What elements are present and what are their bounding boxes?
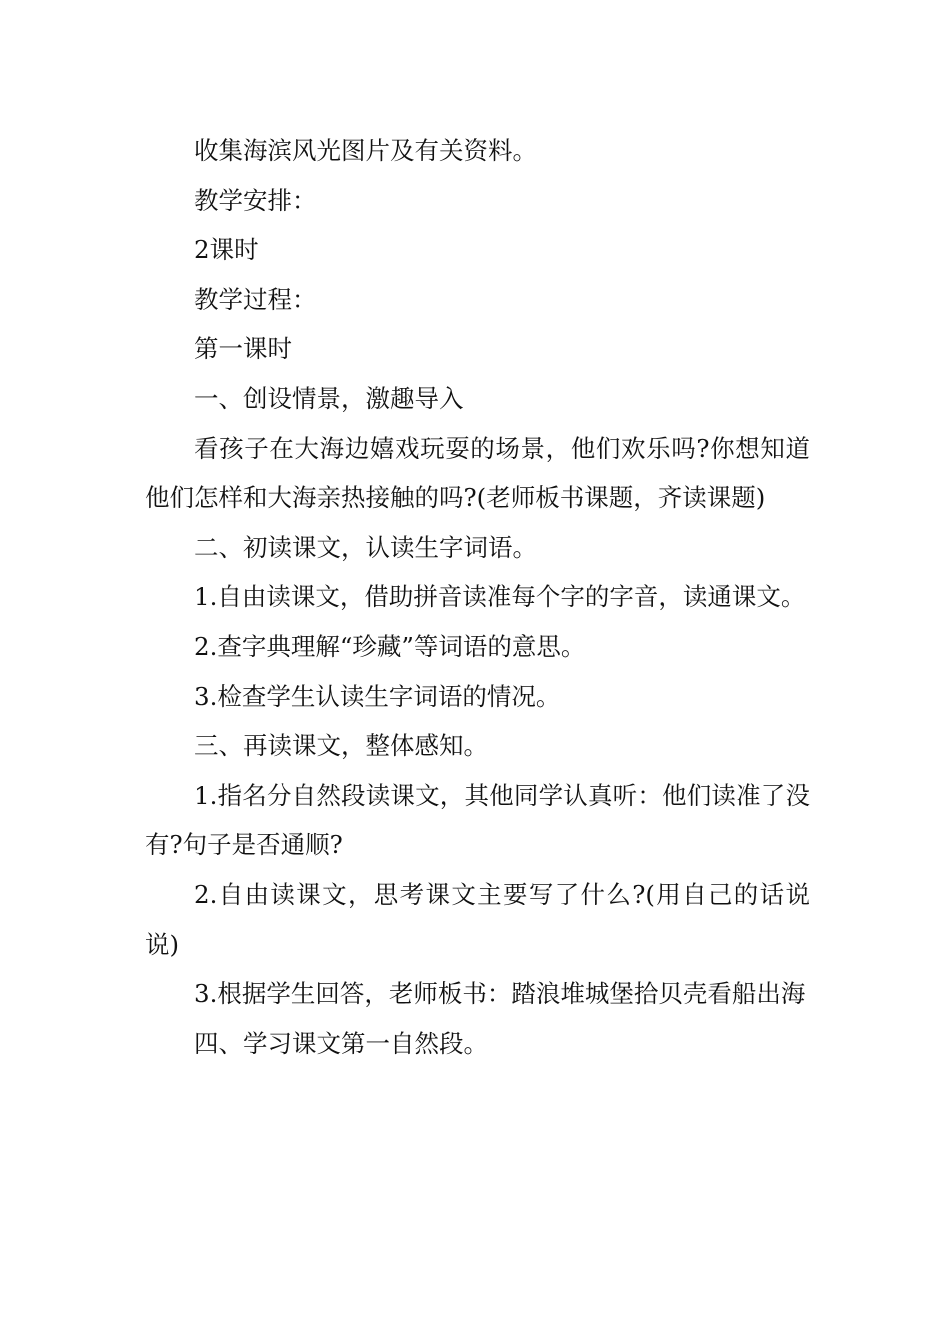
list-item: 3.检查学生认读生字词语的情况。 [194, 681, 561, 711]
section-heading: 一、创设情景，激趣导入 [194, 383, 464, 413]
list-item: 2.自由读课文，思考课文主要写了什么?(用自己的话说说) [145, 879, 810, 959]
section-heading: 二、初读课文，认读生字词语。 [194, 532, 537, 562]
list-item: 3.根据学生回答，老师板书：踏浪堆城堡拾贝壳看船出海 [194, 979, 806, 1009]
list-item: 2.查字典理解“珍藏”等词语的意思。 [194, 631, 586, 661]
paragraph: 第一课时 [194, 334, 292, 364]
paragraph: 教学过程： [194, 284, 317, 314]
paragraph: 教学安排： [194, 185, 317, 215]
paragraph: 收集海滨风光图片及有关资料。 [194, 136, 537, 165]
document-body [145, 126, 810, 1068]
list-item: 1.自由读课文，借助拼音读准每个字的字音，读通课文。 [194, 582, 806, 612]
paragraph: 看孩子在大海边嬉戏玩耍的场景，他们欢乐吗?你想知道他们怎样和大海亲热接触的吗?(老师板书课题，齐读课题) [145, 433, 810, 513]
section-heading: 三、再读课文，整体感知。 [194, 731, 488, 761]
section-heading: 四、学习课文第一自然段。 [194, 1028, 488, 1058]
paragraph: 2课时 [194, 235, 259, 265]
list-item: 1.指名分自然段读课文，其他同学认真听：他们读准了没有?句子是否通顺? [145, 780, 810, 860]
